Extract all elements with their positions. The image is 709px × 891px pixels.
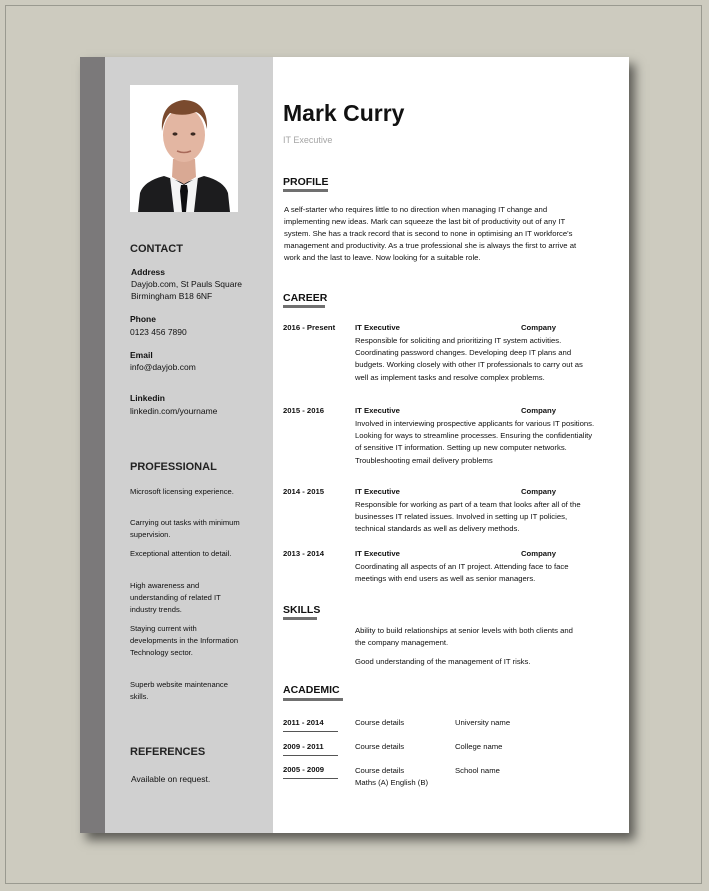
job-company: Company bbox=[521, 323, 557, 332]
job-role: IT Executive bbox=[355, 323, 400, 332]
skills-heading: SKILLS bbox=[283, 604, 321, 616]
email-value: info@dayjob.com bbox=[130, 362, 196, 372]
academic-course: Course details bbox=[355, 742, 405, 751]
career-heading-bar bbox=[283, 305, 325, 308]
academic-extra: Maths (A) English (B) bbox=[355, 778, 429, 787]
job-company: Company bbox=[521, 487, 557, 496]
address-label: Address bbox=[131, 267, 166, 277]
academic-heading: ACADEMIC bbox=[283, 684, 340, 696]
academic-row-underline bbox=[283, 731, 338, 732]
job-role: IT Executive bbox=[355, 549, 400, 558]
phone-value: 0123 456 7890 bbox=[130, 327, 187, 337]
contact-heading: CONTACT bbox=[130, 243, 183, 255]
academic-course: Course details bbox=[355, 718, 405, 727]
dark-side-strip bbox=[80, 57, 105, 833]
references-heading: REFERENCES bbox=[130, 746, 206, 758]
job-company: Company bbox=[521, 406, 557, 415]
academic-course: Course details bbox=[355, 766, 405, 775]
job-role: IT Executive bbox=[355, 406, 400, 415]
academic-row-underline bbox=[283, 778, 338, 779]
skills-heading-bar bbox=[283, 617, 317, 620]
job-company: Company bbox=[521, 549, 557, 558]
professional-item: Superb website maintenance skills. bbox=[130, 680, 228, 701]
skill-item: Ability to build relationships at senior levels with both clients and the company management. bbox=[355, 626, 573, 647]
professional-item: Exceptional attention to detail. bbox=[130, 549, 232, 558]
linkedin-value: linkedin.com/yourname bbox=[130, 406, 218, 416]
academic-dates: 2005 - 2009 bbox=[283, 765, 325, 774]
job-dates: 2013 - 2014 bbox=[283, 549, 325, 558]
professional-heading: PROFESSIONAL bbox=[130, 461, 217, 473]
academic-heading-bar bbox=[283, 698, 343, 701]
profile-heading: PROFILE bbox=[283, 176, 329, 188]
job-dates: 2016 - Present bbox=[283, 323, 336, 332]
person-photo-icon bbox=[130, 85, 238, 212]
academic-school: School name bbox=[455, 766, 500, 775]
academic-dates: 2011 - 2014 bbox=[283, 718, 324, 727]
resume-page bbox=[80, 57, 629, 833]
professional-item: High awareness and understanding of related IT industry trends. bbox=[130, 581, 221, 614]
job-description: Responsible for soliciting and prioritizing IT system activities. Coordinating password changes. Developing deep IT plans and budgets. Working closely with other IT professionals to carry out as well as implement tasks and resolve complex problems. bbox=[355, 336, 583, 382]
profile-heading-bar bbox=[283, 189, 328, 192]
academic-dates: 2009 - 2011 bbox=[283, 742, 324, 751]
address-line-2: Birmingham B18 6NF bbox=[131, 291, 213, 301]
email-label: Email bbox=[130, 350, 153, 360]
profile-text: A self-starter who requires little to no direction when managing IT change and implementing new ideas. Mark can squeeze the last bit of productivity out of any IT system. She has a track record that is second to none in optimising an IT workforce's management and productivity. As a true professional she is always the first to arrive at work and the last to leave. Now looking for a suitable role. bbox=[284, 205, 577, 263]
academic-school: University name bbox=[455, 718, 511, 727]
references-text: Available on request. bbox=[131, 774, 211, 784]
job-dates: 2015 - 2016 bbox=[283, 406, 325, 415]
address-line-1: Dayjob.com, St Pauls Square bbox=[131, 279, 243, 289]
skill-item: Good understanding of the management of IT risks. bbox=[355, 657, 531, 666]
professional-item: Carrying out tasks with minimum supervision. bbox=[130, 518, 240, 539]
job-description: Coordinating all aspects of an IT project. Attending face to face meetings with end users as well as senior managers. bbox=[355, 562, 569, 584]
profile-photo bbox=[130, 85, 238, 212]
professional-item: Staying current with developments in the Information Technology sector. bbox=[130, 624, 239, 657]
candidate-name: Mark Curry bbox=[283, 100, 405, 126]
professional-item: Microsoft licensing experience. bbox=[130, 487, 234, 496]
linkedin-label: Linkedin bbox=[130, 393, 165, 403]
candidate-title: IT Executive bbox=[283, 135, 333, 145]
phone-label: Phone bbox=[130, 314, 156, 324]
academic-row-underline bbox=[283, 755, 338, 756]
career-heading: CAREER bbox=[283, 292, 328, 304]
job-dates: 2014 - 2015 bbox=[283, 487, 325, 496]
academic-school: College name bbox=[455, 742, 503, 751]
job-role: IT Executive bbox=[355, 487, 400, 496]
job-description: Involved in interviewing prospective applicants for various IT positions. Looking for ways to streamline processes. Ensuring the confidentiality of sensitive IT information. Setting up new computer networks. Troubleshooting email delivery problems bbox=[355, 419, 595, 465]
job-description: Responsible for working as part of a team that looks after all of the businesses IT related issues. Involved in setting up IT policies, technical standards as well as delivery methods. bbox=[355, 500, 581, 534]
